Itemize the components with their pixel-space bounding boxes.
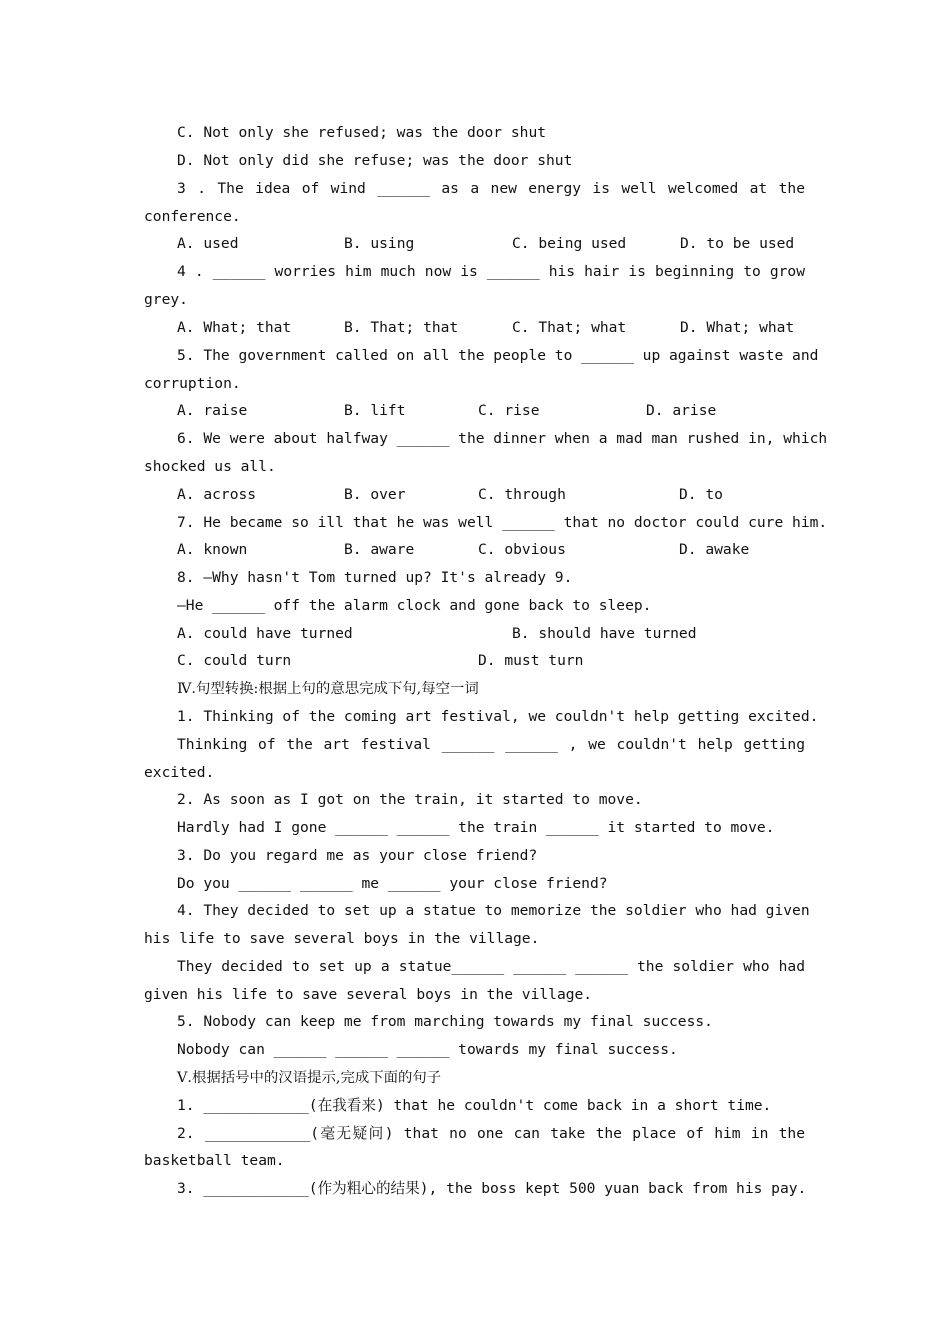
q8-options-row2 xyxy=(177,648,807,674)
s4-item2-original: 2. As soon as I got on the train, it started to move. xyxy=(177,791,643,808)
q7-option-b: B. aware xyxy=(344,541,415,558)
s5-item3: 3. ____________(作为粗心的结果), the boss kept 500 yuan back from his pay. xyxy=(177,1180,807,1197)
q8-options-row1 xyxy=(177,621,807,647)
s5-item2-cont: basketball team. xyxy=(144,1152,285,1169)
q3-stem: 3 . The idea of wind ______ as a new energy is well welcomed at the xyxy=(177,180,805,197)
q4-option-b: B. That; that xyxy=(344,319,459,336)
s4-item1-original: 1. Thinking of the coming art festival, we couldn't help getting excited. xyxy=(177,708,819,725)
q3-options xyxy=(177,231,807,257)
q3-stem-cont: conference. xyxy=(144,208,241,225)
q7-option-a: A. known xyxy=(177,541,248,558)
q6-options xyxy=(177,482,807,508)
q5-options xyxy=(177,398,807,424)
q6-stem: 6. We were about halfway ______ the dinner when a mad man rushed in, which xyxy=(177,430,828,447)
q8-option-c: C. could turn xyxy=(177,652,292,669)
q5-stem: 5. The government called on all the people to ______ up against waste and xyxy=(177,347,819,364)
q8-option-a: A. could have turned xyxy=(177,625,353,642)
q2-option-d: D. Not only did she refuse; was the door shut xyxy=(177,152,573,169)
q7-option-c: C. obvious xyxy=(478,541,566,558)
q4-stem: 4 . ______ worries him much now is ______ his hair is beginning to grow xyxy=(177,263,805,280)
q7-option-d: D. awake xyxy=(679,541,750,558)
q4-options xyxy=(177,315,807,341)
q2-option-c: C. Not only she refused; was the door shut xyxy=(177,124,547,141)
s4-item1-rewrite-cont: excited. xyxy=(144,764,215,781)
s4-item3-original: 3. Do you regard me as your close friend? xyxy=(177,847,538,864)
q6-option-d: D. to xyxy=(679,486,723,503)
section5-heading: Ⅴ.根据括号中的汉语提示,完成下面的句子 xyxy=(177,1070,442,1086)
q8-option-b: B. should have turned xyxy=(512,625,697,642)
s5-item2: 2. ____________(毫无疑问) that no one can take the place of him in the xyxy=(177,1125,805,1142)
s4-item1-rewrite: Thinking of the art festival ______ ______ , we couldn't help getting xyxy=(177,736,805,753)
s4-item5-original: 5. Nobody can keep me from marching towards my final success. xyxy=(177,1013,713,1030)
q7-options xyxy=(177,537,807,563)
q7-stem: 7. He became so ill that he was well ______ that no doctor could cure him. xyxy=(177,514,828,531)
s5-item1: 1. ____________(在我看来) that he couldn't come back in a short time. xyxy=(177,1097,772,1114)
q6-option-c: C. through xyxy=(478,486,566,503)
q6-option-b: B. over xyxy=(344,486,406,503)
s4-item2-rewrite: Hardly had I gone ______ ______ the train ______ it started to move. xyxy=(177,819,775,836)
q4-option-d: D. What; what xyxy=(680,319,795,336)
q3-option-c: C. being used xyxy=(512,235,627,252)
q8-dialogue: —He ______ off the alarm clock and gone back to sleep. xyxy=(177,597,652,614)
q6-option-a: A. across xyxy=(177,486,257,503)
s4-item4-rewrite-cont: given his life to save several boys in the village. xyxy=(144,986,593,1003)
s4-item4-original: 4. They decided to set up a statue to memorize the soldier who had given xyxy=(177,902,810,919)
q4-stem-cont: grey. xyxy=(144,291,188,308)
q5-option-b: B. lift xyxy=(344,402,406,419)
q5-option-a: A. raise xyxy=(177,402,248,419)
q4-option-c: C. That; what xyxy=(512,319,627,336)
q6-stem-cont: shocked us all. xyxy=(144,458,276,475)
section4-heading: Ⅳ.句型转换:根据上句的意思完成下句,每空一词 xyxy=(177,681,479,697)
s4-item3-rewrite: Do you ______ ______ me ______ your close friend? xyxy=(177,875,608,892)
q3-option-d: D. to be used xyxy=(680,235,795,252)
s4-item5-rewrite: Nobody can ______ ______ ______ towards my final success. xyxy=(177,1041,678,1058)
q5-option-c: C. rise xyxy=(478,402,540,419)
q8-option-d: D. must turn xyxy=(478,652,584,669)
q8-stem: 8. —Why hasn't Tom turned up? It's already 9. xyxy=(177,569,573,586)
q5-option-d: D. arise xyxy=(646,402,717,419)
q3-option-b: B. using xyxy=(344,235,415,252)
q5-stem-cont: corruption. xyxy=(144,375,241,392)
s4-item4-rewrite: They decided to set up a statue______ ______ ______ the soldier who had xyxy=(177,958,805,975)
q3-option-a: A. used xyxy=(177,235,239,252)
q4-option-a: A. What; that xyxy=(177,319,292,336)
s4-item4-original-cont: his life to save several boys in the village. xyxy=(144,930,540,947)
